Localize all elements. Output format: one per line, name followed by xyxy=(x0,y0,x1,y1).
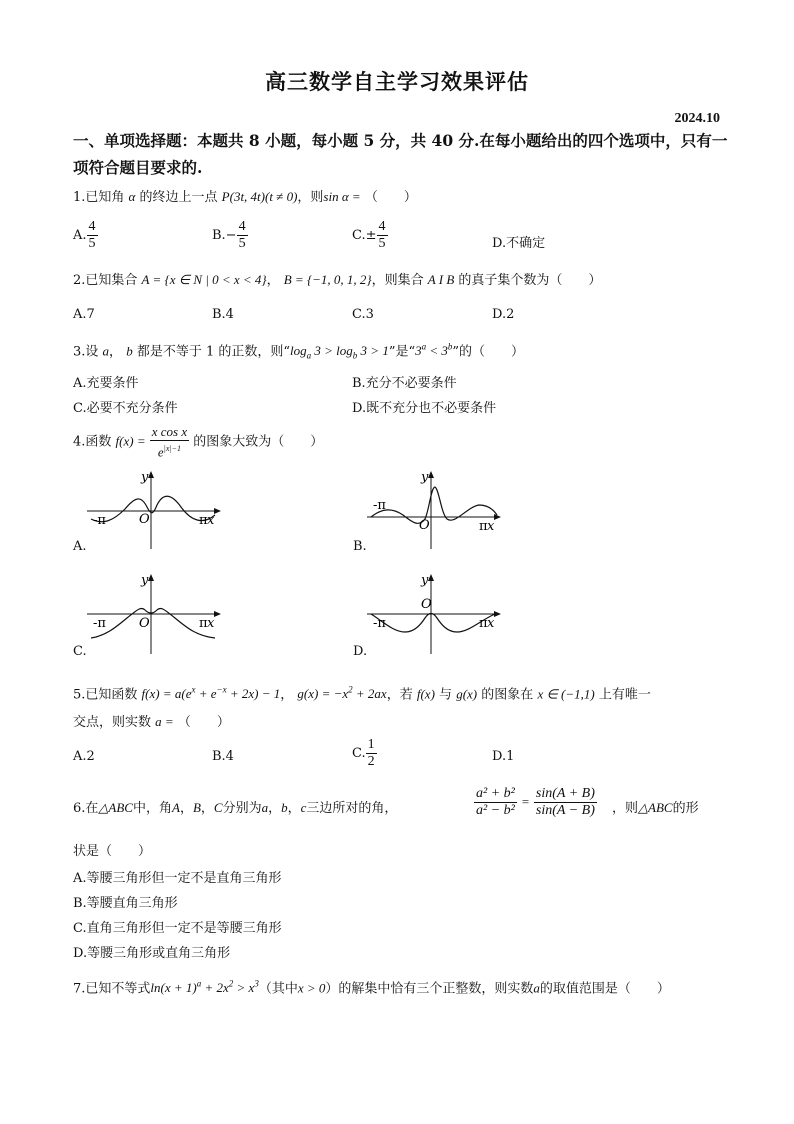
q6-stem-d: 三边所对的角， xyxy=(306,801,398,816)
q3-pow-mid: < 3 xyxy=(426,343,448,359)
q1-option-c[interactable] xyxy=(352,219,388,252)
q1-stem-b: 的终边上一点 xyxy=(139,190,218,205)
q1-a-den: 5 xyxy=(88,236,96,251)
q4-x-label: x xyxy=(207,513,215,528)
section-header xyxy=(73,127,733,181)
q3-option-c[interactable]: C.必要不充分条件 xyxy=(73,401,178,416)
q3-stem-d: ”是“ xyxy=(388,344,416,360)
q5-sep: ， xyxy=(280,687,294,703)
q6-rhs xyxy=(534,786,597,819)
x-axis-arrow-icon xyxy=(494,514,501,520)
q4-curve-c xyxy=(91,608,215,638)
q7-stem-d: 的取值范围是（ ） xyxy=(539,981,670,997)
q5-stem-d: 的图象在 xyxy=(481,687,534,703)
q4-graph-a-svg xyxy=(85,467,225,551)
q7-ineq-exp3: 3 xyxy=(254,979,259,989)
q4-origin-label: O xyxy=(139,512,150,527)
q2-set-a: A = {x ∈ N | 0 < x < 4} xyxy=(141,272,267,287)
q4-pi-label: π xyxy=(479,616,488,631)
q4-graph-c-svg xyxy=(85,572,225,656)
q5-f-mid: + e xyxy=(195,686,217,702)
question-3 xyxy=(73,337,524,366)
q5-option-d[interactable]: D.1 xyxy=(492,749,515,764)
q3-log-base-a: a xyxy=(306,350,312,361)
q2-set-b: B = {−1, 0, 1, 2} xyxy=(283,272,372,287)
question-6: 6.在△ABC中，角A，B，C分别为a，b，c三边所对的角， xyxy=(73,800,398,816)
q5-c-num: 1 xyxy=(367,737,375,752)
q1-option-b-label: B.− xyxy=(212,228,237,243)
question-2 xyxy=(73,270,601,291)
q7-ineq-b: + 2x xyxy=(201,980,229,996)
q6-triangle: △ABC xyxy=(98,800,133,815)
q5-interval: x ∈ (−1,1) xyxy=(537,686,595,702)
q3-condition-1 xyxy=(290,343,389,361)
q5-option-c-label: C. xyxy=(352,746,366,761)
q4-fx: f(x) = xyxy=(115,433,146,449)
q6-lhs-den: a² − b² xyxy=(476,803,515,818)
q5-fx: f(x) xyxy=(416,686,435,702)
q7-ineq-c: > x xyxy=(233,980,255,996)
q6-option-b[interactable]: B.等腰直角三角形 xyxy=(73,896,178,911)
q5-c-den: 2 xyxy=(367,754,375,769)
section-header-line1: 一、单项选择题：本题共 8 小题，每小题 5 分，共 40 分.在每小题给出的四个选项中，只有一 xyxy=(73,131,728,150)
question-5 xyxy=(73,680,651,705)
q4-graph-d-svg xyxy=(365,572,505,656)
q4-option-c[interactable]: C. xyxy=(73,644,87,659)
q7-stem: 7.已知不等式 xyxy=(73,981,151,997)
q1-alpha: α xyxy=(128,189,136,204)
y-axis-arrow-icon xyxy=(148,471,154,478)
q5-f-def xyxy=(142,686,281,701)
q5-g-exp: 2 xyxy=(348,685,353,695)
q3-pow-exp-a: a xyxy=(421,342,427,352)
q4-stem-b: 的图象大致为（ ） xyxy=(193,434,324,450)
q1-stem-c: ，则 xyxy=(297,190,324,205)
q4-pi-label: π xyxy=(199,616,208,631)
q6-rhs-den: sin(A − B) xyxy=(535,803,595,818)
q3-sep: ， xyxy=(109,344,123,360)
q4-neg-pi-label: -π xyxy=(373,616,386,631)
q6-lhs xyxy=(474,786,517,819)
q2-option-c[interactable]: C.3 xyxy=(352,307,374,322)
q7-stem-c: ）的解集中恰有三个正整数，则实数 xyxy=(325,981,534,997)
q6-side-c: c xyxy=(300,800,307,815)
q3-pow-exp-b: b xyxy=(447,342,453,352)
q6-stem: 6.在 xyxy=(73,801,99,816)
q6-angle-c: C xyxy=(213,800,223,815)
q4-origin-label: O xyxy=(419,518,430,533)
q4-fraction xyxy=(150,424,189,460)
q2-stem-d: 的真子集个数为（ ） xyxy=(458,273,602,288)
q3-stem-c: 都是不等于 1 的正数，则“ xyxy=(136,344,291,360)
q6-option-d[interactable]: D.等腰三角形或直角三角形 xyxy=(73,946,231,961)
q4-y-label: y xyxy=(421,470,429,485)
q4-origin-label: O xyxy=(139,616,150,631)
q3-var-a: a xyxy=(102,343,110,359)
q2-option-a[interactable]: A.7 xyxy=(73,307,95,322)
q1-blank: （ ） xyxy=(364,190,417,205)
q1-option-d[interactable]: D.不确定 xyxy=(492,236,546,251)
q4-neg-pi-label: -π xyxy=(93,616,106,631)
q7-condition: x > 0 xyxy=(297,980,326,996)
q4-neg-pi-label: -π xyxy=(373,498,386,513)
q7-ineq-exp: a xyxy=(196,979,202,989)
q1-b-den: 5 xyxy=(238,236,246,251)
q4-neg-pi-label: -π xyxy=(93,513,106,528)
q4-option-d[interactable]: D. xyxy=(353,644,368,659)
q1-option-c-label: C.± xyxy=(352,228,377,243)
q3-stem: 3.设 xyxy=(73,344,99,360)
y-axis-arrow-icon xyxy=(428,574,434,581)
q5-stem-e: 上有唯一 xyxy=(598,687,651,703)
q5-option-b[interactable]: B.4 xyxy=(212,749,234,764)
q5-option-a[interactable]: A.2 xyxy=(73,749,95,764)
q1-b-num: 4 xyxy=(238,219,246,234)
x-axis-arrow-icon xyxy=(214,508,221,514)
q2-stem-c: ，则集合 xyxy=(371,273,424,288)
q6-stem-f: 的形 xyxy=(672,801,699,816)
q3-log-base-b: b xyxy=(352,350,358,361)
q4-origin-label: O xyxy=(421,597,432,612)
exam-date: 2024.10 xyxy=(674,111,720,126)
q3-log-mid: 3 > log xyxy=(311,343,353,359)
q2-sep: ， xyxy=(266,273,280,288)
y-axis-arrow-icon xyxy=(148,574,154,581)
q6-stem-e: ，则 xyxy=(612,801,639,816)
q4-graph-a[interactable] xyxy=(85,467,225,551)
section-header-line2: 项符合题目要求的. xyxy=(73,158,203,177)
q1-c-den: 5 xyxy=(378,236,386,251)
q1-option-a[interactable] xyxy=(73,219,98,252)
q4-den-exp: |x|−1 xyxy=(163,444,181,453)
q6-triangle-2: △ABC xyxy=(638,800,673,815)
q4-graph-d[interactable] xyxy=(365,572,505,656)
q7-ineq-a: ln(x + 1) xyxy=(150,980,197,996)
q5-f-exp1: x xyxy=(191,685,196,695)
q4-y-label: y xyxy=(141,573,149,588)
x-axis-arrow-icon xyxy=(214,611,221,617)
q1-option-b[interactable] xyxy=(212,219,248,252)
q4-den-base: e xyxy=(157,444,164,460)
y-axis-arrow-icon xyxy=(428,471,434,478)
q7-ineq-exp2: 2 xyxy=(228,979,234,989)
q6-stem-b: 中，角 xyxy=(132,801,172,816)
q5-option-c[interactable] xyxy=(352,737,377,770)
q4-graph-b[interactable] xyxy=(365,467,505,551)
q4-curve-d xyxy=(371,614,495,633)
q6-angle-a: A xyxy=(171,800,180,815)
q4-denominator xyxy=(156,441,183,460)
q5-stem-b: ，若 xyxy=(386,687,413,703)
q4-option-a[interactable]: A. xyxy=(73,539,87,554)
q3-log-end: 3 > 1 xyxy=(357,343,389,359)
question-1 xyxy=(73,187,417,208)
q3-condition-2 xyxy=(415,343,452,358)
q4-y-label: y xyxy=(421,573,429,588)
q6-stem-end xyxy=(612,798,699,819)
q5-stem-c: 与 xyxy=(439,687,453,703)
q5-f-exp2: −x xyxy=(216,685,227,695)
q4-graph-c[interactable] xyxy=(85,572,225,656)
q5-var-a: a = xyxy=(155,714,174,729)
q3-log-1: log xyxy=(290,343,307,359)
q3-pow-base: 3 xyxy=(415,343,422,359)
q6-side-a: a xyxy=(261,800,269,815)
q6-angle-b: B xyxy=(192,800,201,815)
q5-gx: g(x) xyxy=(456,686,478,702)
q4-y-label: y xyxy=(141,470,149,485)
q4-graph-b-svg xyxy=(365,467,505,551)
q1-stem: 1.已知角 xyxy=(73,190,125,205)
q6-line2: 状是（ ） xyxy=(73,844,152,859)
q4-x-label: x xyxy=(487,519,495,534)
q5-f-end: + 2x) − 1 xyxy=(226,686,281,702)
q4-x-label: x xyxy=(207,616,215,631)
q2-intersection: A I B xyxy=(427,272,455,287)
question-5-line2 xyxy=(73,712,230,733)
q1-option-c-fraction xyxy=(377,219,388,252)
q4-x-label: x xyxy=(487,616,495,631)
q1-a-num: 4 xyxy=(88,219,96,234)
q5-f-a: f(x) = a(e xyxy=(141,686,192,702)
q2-option-d[interactable]: D.2 xyxy=(492,307,515,322)
q6-rhs-num: sin(A + B) xyxy=(535,786,595,801)
question-7 xyxy=(73,974,670,999)
q5-blank: （ ） xyxy=(177,715,230,730)
q4-pi-label: π xyxy=(479,519,488,534)
q1-c-num: 4 xyxy=(378,219,386,234)
q3-var-b: b xyxy=(126,343,133,359)
q4-numerator: x cos x xyxy=(151,424,188,439)
q6-option-c[interactable]: C.直角三角形但一定不是等腰三角形 xyxy=(73,921,282,936)
q2-stem: 2.已知集合 xyxy=(73,273,138,288)
q4-pi-label: π xyxy=(199,513,208,528)
q5-g-end: + 2ax xyxy=(352,686,387,702)
q4-curve-b xyxy=(371,487,497,523)
q1-option-a-label: A. xyxy=(73,228,87,243)
q5-g-a: g(x) = −x xyxy=(297,686,349,702)
q6-side-b: b xyxy=(281,800,288,815)
q6-stem-c: 分别为 xyxy=(222,801,262,816)
q1-point: P(3t, 4t)(t ≠ 0) xyxy=(221,189,298,204)
x-axis-arrow-icon xyxy=(494,611,501,617)
q7-stem-b: （其中 xyxy=(258,981,298,997)
q3-stem-e: ”的（ ） xyxy=(452,344,525,360)
q3-option-d[interactable]: D.既不充分也不必要条件 xyxy=(352,401,497,416)
question-4 xyxy=(73,424,323,460)
q7-inequality xyxy=(150,980,258,995)
q1-expr: sin α = xyxy=(323,189,361,204)
q5-option-c-fraction xyxy=(366,737,377,770)
q3-option-b[interactable]: B.充分不必要条件 xyxy=(352,376,457,391)
q3-option-a[interactable]: A.充要条件 xyxy=(73,376,139,391)
q1-option-a-fraction xyxy=(87,219,98,252)
q7-var-a: a xyxy=(533,980,540,996)
page-title: 高三数学自主学习效果评估 xyxy=(265,69,529,94)
q5-g-def xyxy=(297,686,386,701)
q6-equation: $\frac{\text{a² + b²}}{\text{a² − b²}}$ = $\frac{\sin(A + B)}{\sin(A - B)}$ xyxy=(476,786,595,818)
q1-option-b-fraction xyxy=(237,219,248,252)
q5-line2-stem: 交点，则实数 xyxy=(73,715,152,730)
q2-option-b[interactable]: B.4 xyxy=(212,307,234,322)
q6-option-a[interactable]: A.等腰三角形但一定不是直角三角形 xyxy=(73,871,282,886)
q4-option-b[interactable]: B. xyxy=(353,539,367,554)
q4-curve-a xyxy=(91,496,215,522)
q4-stem: 4.函数 xyxy=(73,434,112,450)
q5-stem: 5.已知函数 xyxy=(73,687,138,703)
q6-lhs-num: a² + b² xyxy=(476,786,515,801)
